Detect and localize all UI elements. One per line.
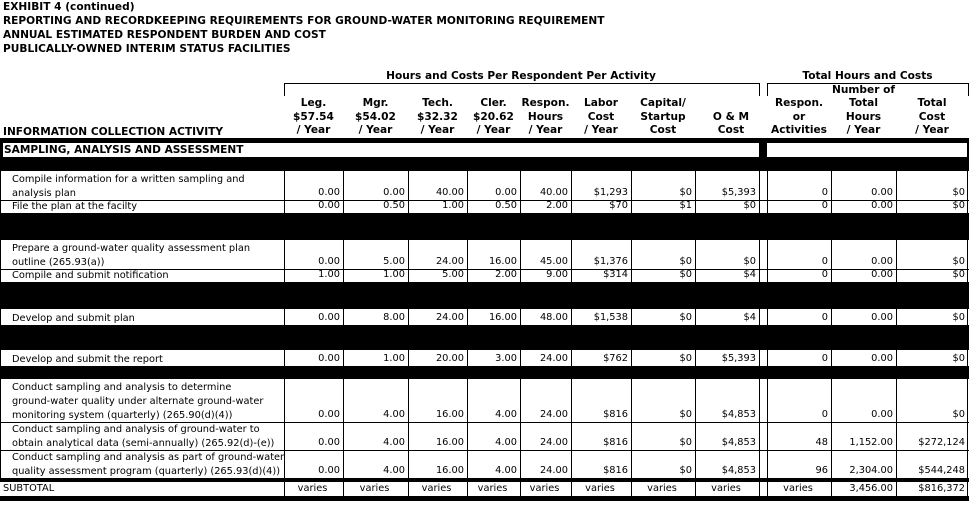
cell-value: 0 [821,269,828,280]
cell-value: 0.00 [318,256,340,267]
cell-value: $0 [952,256,965,267]
activity-label: Compile and submit notification [12,270,169,281]
column-header-line: / Year [846,124,881,137]
cell-value: $0 [952,312,965,323]
column-divider [967,379,968,422]
subtotal-value: varies [477,483,508,494]
cell-value: $0 [679,312,692,323]
group-bracket-per-activity [284,83,760,96]
cell-value: 16.00 [435,437,464,448]
cell-value: $314 [603,269,628,280]
cell-value: 4.00 [383,437,405,448]
cell-value: $0 [679,437,692,448]
facility-type: PUBLICALLY-OWNED INTERIM STATUS FACILITIES [3,43,291,55]
cell-value: 16.00 [488,312,517,323]
activity-label: Prepare a ground-water quality assessment plan [12,243,251,254]
column-header-line: $32.32 [417,110,458,123]
group-separator [0,213,969,240]
column-header-line: / Year [528,124,563,137]
column-header-line: Labor [584,97,618,110]
cell-value: 0.00 [383,187,405,198]
column-divider [759,450,760,478]
section-title-band-right [767,143,967,157]
column-header-line: $20.62 [473,110,514,123]
section-band-left [0,142,3,158]
cell-value: $0 [679,465,692,476]
cell-value: 0.00 [495,187,517,198]
cell-value: 4.00 [495,465,517,476]
column-divider [0,450,1,478]
column-header-line: Cost [918,110,946,123]
cell-value: 40.00 [435,187,464,198]
cell-value: $1,538 [593,312,628,323]
activity-label: Develop and submit plan [12,313,135,324]
column-header-line: Total [849,97,878,110]
cell-value: 24.00 [539,465,568,476]
cell-value: 0.00 [871,409,893,420]
cell-value: 0 [821,312,828,323]
subtotal-value: $816,372 [918,483,965,494]
cell-value: $5,393 [721,187,756,198]
cell-value: $0 [679,256,692,267]
subtotal-value: 3,456.00 [849,483,893,494]
cell-value: 0 [821,187,828,198]
column-header-line: Number of [831,83,895,96]
cell-value: $4,853 [721,437,756,448]
subtotal-value: varies [297,483,328,494]
document-subtitle: ANNUAL ESTIMATED RESPONDENT BURDEN AND COST [3,29,326,41]
cell-value: 0.50 [495,200,517,211]
column-divider [0,379,1,422]
column-divider [759,269,760,282]
column-header-line: Tech. [422,97,453,110]
subtotal-rule-top [0,478,969,482]
cell-value: 2,304.00 [849,465,893,476]
cell-value: 0.00 [871,187,893,198]
column-divider [0,200,1,213]
column-divider [759,379,760,422]
cell-value: 0.00 [871,200,893,211]
column-header-line: Startup [640,110,686,123]
cell-value: $0 [952,187,965,198]
cell-value: 48 [815,437,828,448]
group-separator [0,366,969,379]
column-divider [967,422,968,450]
column-divider [0,240,1,269]
cell-value: 0 [821,409,828,420]
cell-value: 16.00 [435,465,464,476]
section-band-bottom [0,157,969,171]
column-divider [0,350,1,366]
cell-value: 96 [815,465,828,476]
activity-label: outline (265.93(a)) [12,257,105,268]
column-header-line: Hours [527,110,564,123]
activity-label: ground-water quality under alternate ground-water [12,396,264,407]
cell-value: 1,152.00 [849,437,893,448]
cell-value: $4,853 [721,409,756,420]
activity-column-header: INFORMATION COLLECTION ACTIVITY [3,126,224,138]
cell-value: 45.00 [539,256,568,267]
cell-value: 24.00 [539,437,568,448]
cell-value: $4 [743,269,756,280]
column-divider [967,450,968,478]
cell-value: 5.00 [383,256,405,267]
column-header-line: Respon. [774,97,824,110]
cell-value: 2.00 [546,200,568,211]
cell-value: 1.00 [383,269,405,280]
column-header-line: / Year [358,124,393,137]
column-divider [759,482,760,496]
column-divider [759,309,760,325]
column-divider [0,422,1,450]
cell-value: $0 [952,200,965,211]
cell-value: $70 [609,200,628,211]
cell-value: 0.00 [871,312,893,323]
column-header-line: Hours [845,110,882,123]
cell-value: 24.00 [435,256,464,267]
cell-value: $816 [603,437,628,448]
column-header-line: Activities [771,124,827,137]
cell-value: 4.00 [383,409,405,420]
cell-value: 0.00 [318,312,340,323]
group-header-per-activity: Hours and Costs Per Respondent Per Activity [386,70,656,82]
cell-value: 0.00 [318,353,340,364]
column-header-line: / Year [476,124,511,137]
activity-label: Conduct sampling and analysis as part of ground-water [12,452,285,463]
cell-value: 4.00 [495,437,517,448]
column-divider [759,200,760,213]
cell-value: $762 [603,353,628,364]
activity-label: Compile information for a written sampling and [12,174,245,185]
section-title: SAMPLING, ANALYSIS AND ASSESSMENT [4,144,244,156]
column-header-line: Total [917,97,947,110]
activity-label: monitoring system (quarterly) (265.90(d)(4)) [12,410,233,421]
column-header-line: Cost [649,124,677,137]
subtotal-value: varies [711,483,741,494]
column-header-line: Mgr. [362,97,389,110]
row-divider [0,325,969,326]
column-header-line: O & M [712,110,750,123]
exhibit-label: EXHIBIT 4 (continued) [3,1,135,13]
cell-value: 40.00 [539,187,568,198]
subtotal-value: varies [529,483,560,494]
cell-value: 0.00 [318,437,340,448]
column-divider [967,350,968,366]
column-header-line: Cost [587,110,615,123]
cell-value: $816 [603,409,628,420]
column-divider [967,269,968,282]
column-divider [759,240,760,269]
cell-value: 48.00 [539,312,568,323]
column-header-line: $54.02 [355,110,396,123]
cell-value: 0.00 [318,187,340,198]
group-separator [0,325,969,350]
column-divider [0,171,1,200]
column-header-line: Capital/ [640,97,686,110]
cell-value: $0 [952,409,965,420]
cell-value: 0.00 [318,465,340,476]
subtotal-rule-bottom [0,496,969,501]
activity-label: Conduct sampling and analysis to determine [12,382,232,393]
column-divider [759,422,760,450]
column-divider [759,171,760,200]
cell-value: 16.00 [488,256,517,267]
cell-value: 3.00 [495,353,517,364]
cell-value: 0.00 [871,256,893,267]
column-divider [967,309,968,325]
cell-value: $0 [952,269,965,280]
cell-value: $0 [679,269,692,280]
column-header-line: / Year [296,124,331,137]
column-divider [967,482,968,496]
subtotal-value: varies [647,483,677,494]
column-header-line: / Year [915,124,949,137]
column-divider [967,200,968,213]
cell-value: 2.00 [495,269,517,280]
cell-value: 16.00 [435,409,464,420]
activity-label: File the plan at the facilty [12,201,138,212]
cell-value: 9.00 [546,269,568,280]
column-divider [0,309,1,325]
section-band-top [0,142,969,143]
cell-value: $5,393 [721,353,756,364]
activity-label: Develop and submit the report [12,354,163,365]
cell-value: $272,124 [918,437,965,448]
cell-value: 4.00 [495,409,517,420]
cell-value: 0.00 [871,353,893,364]
column-divider [967,240,968,269]
cell-value: 1.00 [383,353,405,364]
column-header-line: / Year [420,124,455,137]
cell-value: $1,376 [593,256,628,267]
column-header-line: Cler. [480,97,507,110]
cell-value: 0.00 [318,200,340,211]
cell-value: $1,293 [593,187,628,198]
cell-value: 24.00 [435,312,464,323]
cell-value: 0.50 [383,200,405,211]
cell-value: $4,853 [721,465,756,476]
cell-value: 0 [821,256,828,267]
section-band-gap [759,142,767,158]
cell-value: $544,248 [918,465,965,476]
subtotal-value: varies [585,483,615,494]
activity-label: obtain analytical data (semi-annually) (265.92(d)-(e)) [12,438,275,449]
cell-value: $4 [743,312,756,323]
activity-label: quality assessment program (quarterly) (265.93(d)(4)) [12,466,281,477]
subtotal-label: SUBTOTAL [3,483,55,494]
column-divider [759,350,760,366]
cell-value: 0.00 [318,409,340,420]
column-header-line: Respon. [521,97,570,110]
cell-value: $816 [603,465,628,476]
column-header-line: or [792,110,806,123]
row-divider [0,213,969,214]
cell-value: 24.00 [539,353,568,364]
group-separator [0,282,969,309]
cell-value: 24.00 [539,409,568,420]
column-divider [967,171,968,200]
cell-value: 8.00 [383,312,405,323]
subtotal-value: varies [421,483,452,494]
cell-value: 4.00 [383,465,405,476]
cell-value: $0 [952,353,965,364]
cell-value: $0 [743,256,756,267]
cell-value: 20.00 [435,353,464,364]
subtotal-value: varies [783,483,813,494]
cell-value: $1 [679,200,692,211]
column-divider [0,269,1,282]
cell-value: 5.00 [442,269,464,280]
cell-value: 1.00 [318,269,340,280]
cell-value: 0 [821,353,828,364]
cell-value: $0 [679,187,692,198]
cell-value: 0.00 [871,269,893,280]
document-title: REPORTING AND RECORDKEEPING REQUIREMENTS FOR GROUND-WATER MONITORING REQUIREMENT [3,15,605,27]
cell-value: 1.00 [442,200,464,211]
cell-value: $0 [679,353,692,364]
activity-label: Conduct sampling and analysis of ground-water to [12,424,260,435]
cell-value: 0 [821,200,828,211]
column-header-line: Cost [717,124,745,137]
subtotal-value: varies [359,483,390,494]
column-header-line: / Year [584,124,618,137]
cell-value: $0 [743,200,756,211]
cell-value: $0 [679,409,692,420]
column-header-line: Leg. [300,97,327,110]
activity-label: analysis plan [12,188,76,199]
column-header-line: $57.54 [293,110,334,123]
group-header-totals: Total Hours and Costs [802,70,933,82]
